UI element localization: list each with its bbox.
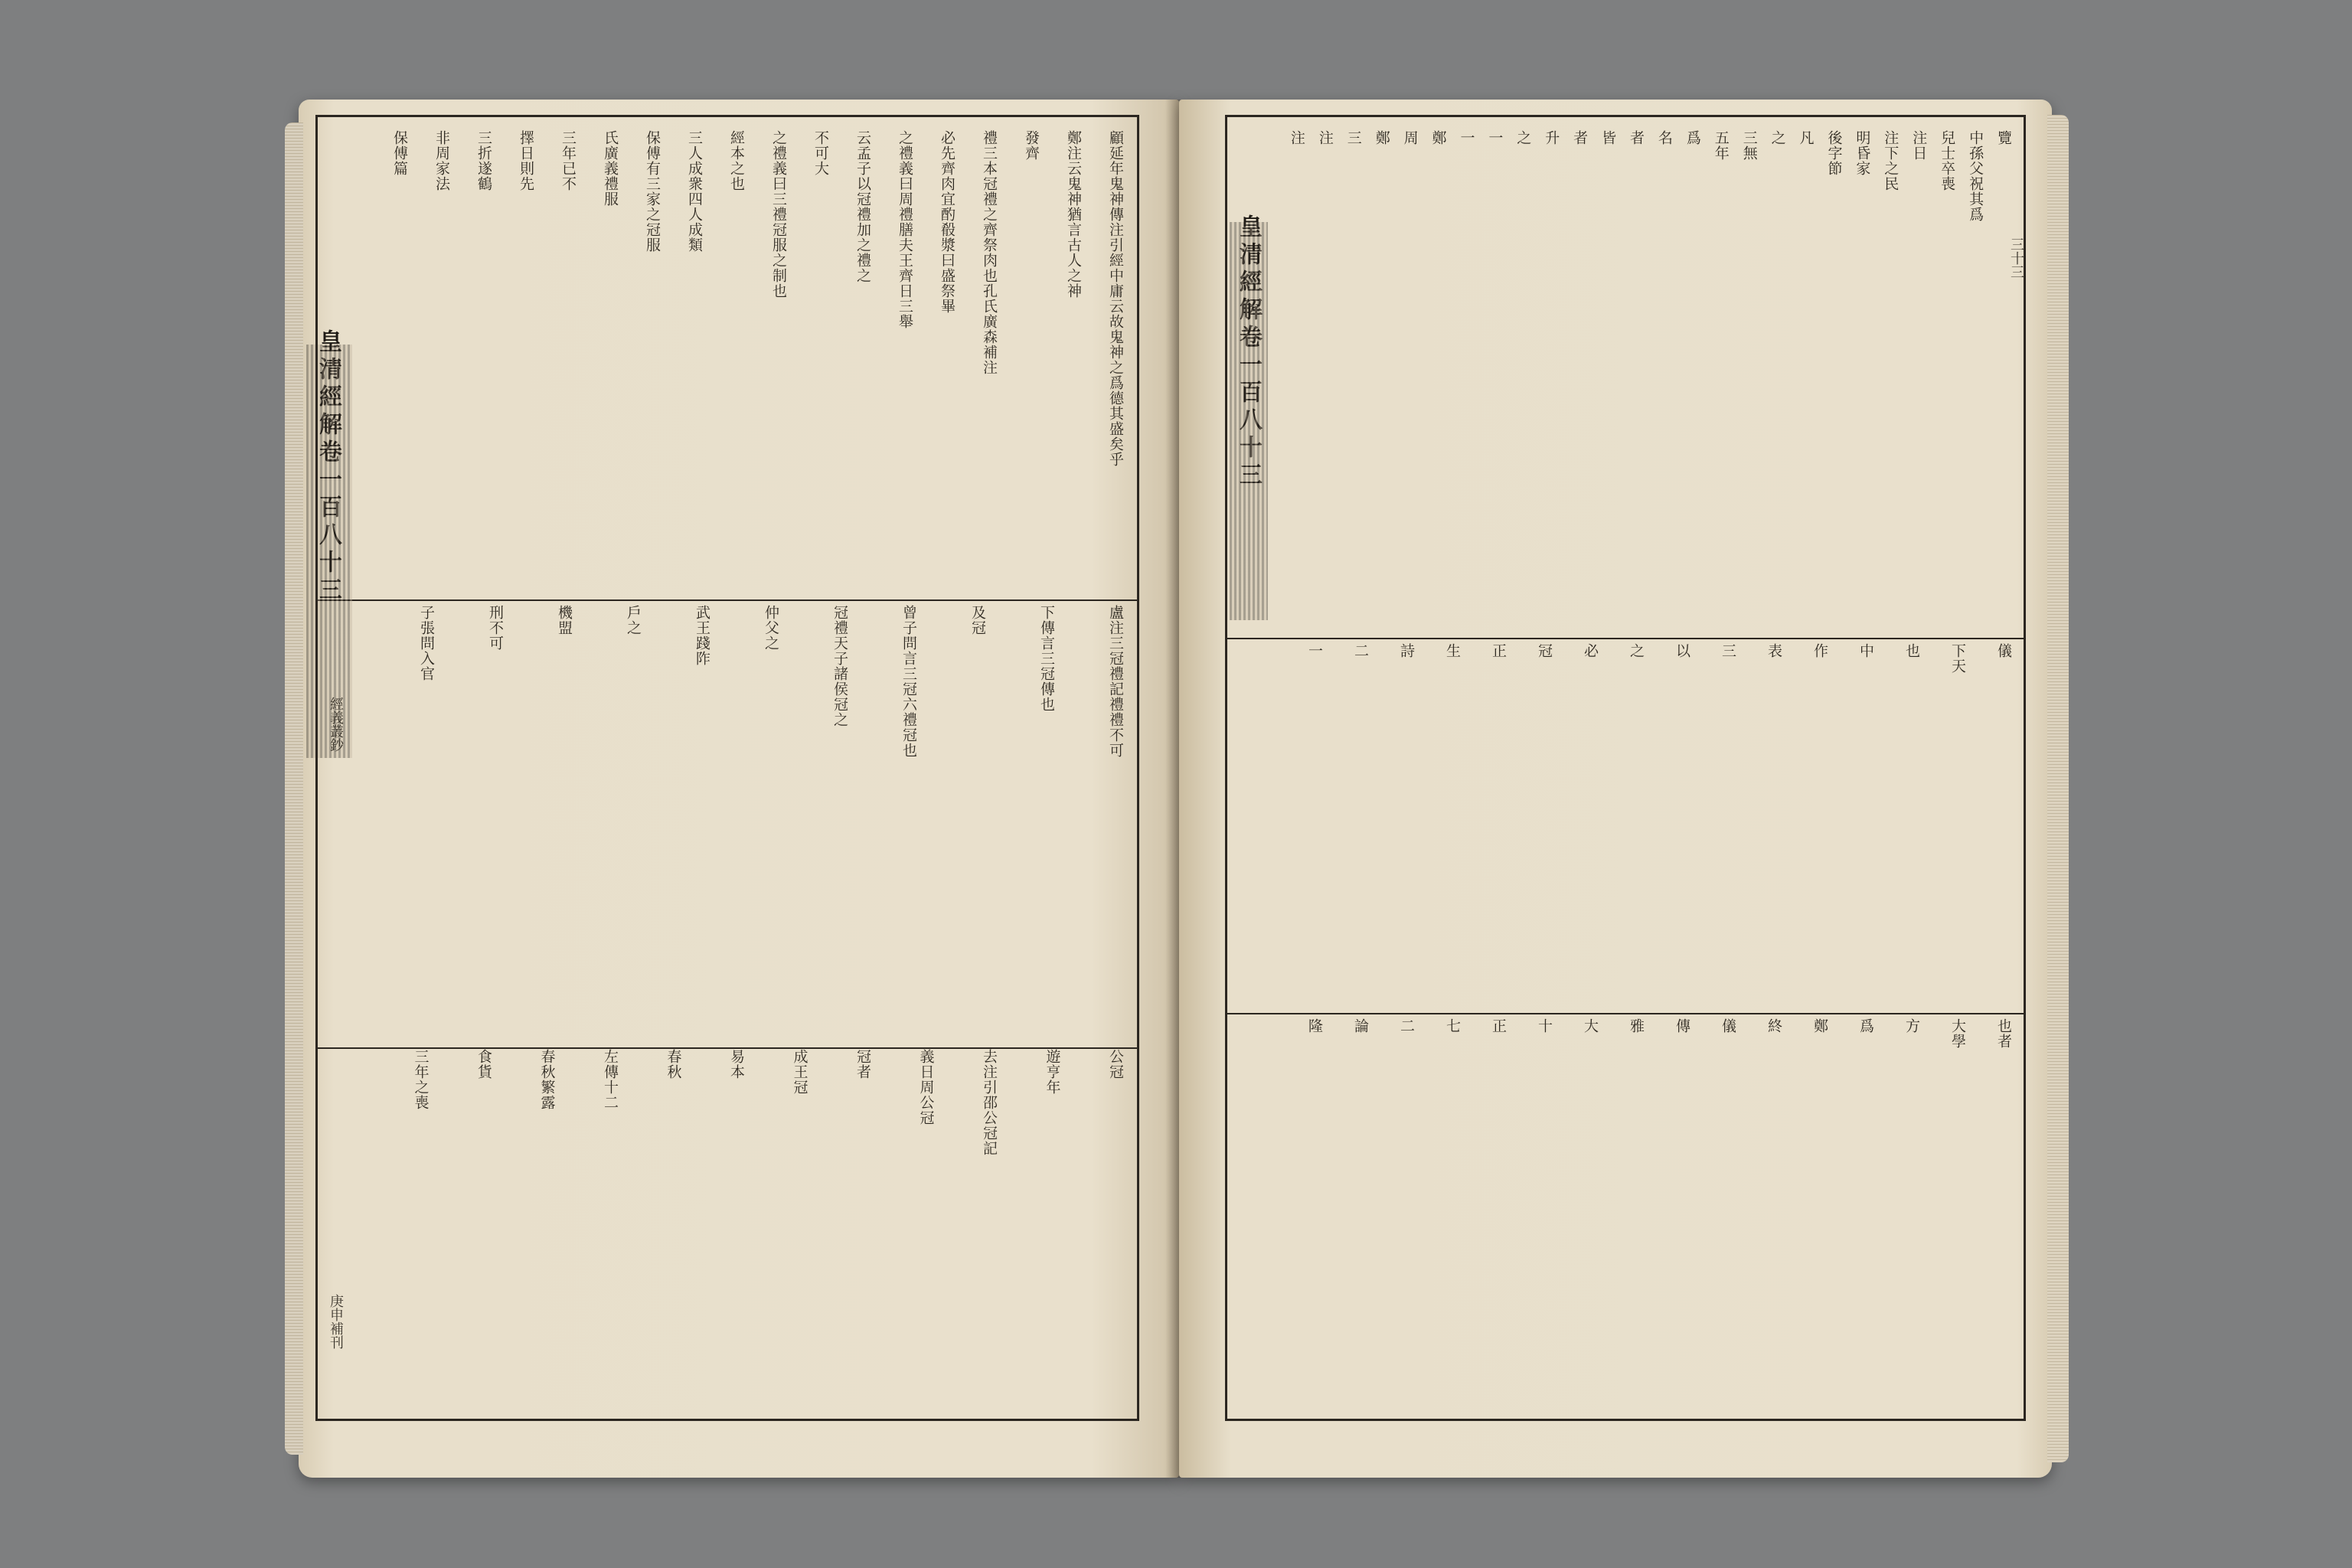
- text-column: 三無: [1740, 130, 1758, 161]
- text-column: 易本: [728, 1049, 745, 1080]
- right-band-middle: [1279, 643, 2014, 1003]
- open-book: [299, 100, 2052, 1501]
- text-column: 必先齊肉宜酌殽漿曰盛祭畢: [939, 130, 956, 314]
- text-column: 云孟子以冠禮加之禮之: [854, 130, 871, 283]
- text-column: 武王踐阼: [694, 605, 710, 666]
- text-column: 刑不可: [487, 605, 504, 651]
- text-column: 發齊: [1023, 130, 1040, 161]
- text-column: 正: [1490, 1018, 1507, 1034]
- left-page-side-mark: 庚申補刊: [328, 1294, 344, 1349]
- text-column: 之禮義曰周禮膳夫王齊日三舉: [897, 130, 913, 329]
- text-column: 也: [1903, 643, 1920, 658]
- right-band-divider-2: [1227, 1013, 2024, 1014]
- text-column: 大學: [1949, 1018, 1966, 1049]
- text-column: 鄭: [1811, 1018, 1828, 1034]
- text-column: 鄭: [1373, 130, 1390, 145]
- text-column: 遊亨年: [1044, 1049, 1061, 1095]
- text-column: 禮三本冠禮之齊祭肉也孔氏廣森補注: [981, 130, 998, 375]
- text-column: 皆: [1599, 130, 1617, 145]
- text-column: 擇日則先: [518, 130, 534, 191]
- text-column: 左傳十二: [602, 1049, 619, 1110]
- text-column: 也者: [1995, 1018, 2012, 1049]
- text-column: 曾子問言三冠六禮冠也: [900, 605, 917, 758]
- text-column: 傳: [1674, 1018, 1690, 1034]
- text-column: 一: [1458, 130, 1475, 145]
- right-band-top: [1279, 130, 2014, 628]
- left-page-edges: [285, 122, 303, 1455]
- text-column: 儀: [1995, 643, 2012, 658]
- text-column: 顧延年鬼神傳注引經中庸云故鬼神之爲德其盛矣乎: [1107, 130, 1124, 467]
- left-page: [299, 100, 1179, 1478]
- text-column: 雅: [1628, 1018, 1645, 1034]
- text-column: 公冠: [1107, 1049, 1124, 1080]
- text-column: 凡: [1797, 130, 1815, 145]
- text-column: 鄭: [1429, 130, 1447, 145]
- text-column: 中: [1857, 643, 1874, 658]
- left-page-header: 皇清經解卷一百八十三: [315, 329, 341, 605]
- text-column: 仲父之: [763, 605, 779, 651]
- text-column: 三年之喪: [412, 1049, 430, 1110]
- text-column: 冠: [1536, 643, 1553, 658]
- text-column: 注日: [1910, 130, 1928, 161]
- text-column: 之: [1514, 130, 1532, 145]
- text-column: 大: [1582, 1018, 1599, 1034]
- text-column: 爲: [1684, 130, 1701, 145]
- right-page-header: 皇清經解卷一百八十三: [1235, 214, 1262, 490]
- text-column: 子張問入官: [418, 605, 435, 681]
- text-column: 儀: [1720, 1018, 1736, 1034]
- text-column: 詩: [1398, 643, 1415, 658]
- text-column: 終: [1766, 1018, 1782, 1034]
- text-column: 之: [1628, 643, 1645, 658]
- text-column: 中孫父祝其爲: [1967, 130, 1984, 222]
- text-column: 生: [1444, 643, 1461, 658]
- text-column: 方: [1903, 1018, 1920, 1034]
- text-column: 經本之也: [728, 130, 745, 191]
- right-page: [1179, 100, 2052, 1478]
- text-column: 冠者: [854, 1049, 871, 1080]
- text-column: 下傳言三冠傳也: [1038, 605, 1055, 712]
- text-column: 者: [1571, 130, 1589, 145]
- text-column: 覽: [1994, 130, 2012, 145]
- text-column: 之: [1769, 130, 1786, 145]
- text-column: 義日周公冠: [917, 1049, 935, 1125]
- text-column: 爲: [1857, 1018, 1874, 1034]
- text-column: 保傅有三家之冠服: [644, 130, 661, 253]
- text-column: 鄭注云鬼神猶言古人之神: [1065, 130, 1082, 299]
- left-band-divider-1: [318, 599, 1137, 601]
- text-column: 注下之民: [1882, 130, 1900, 191]
- text-column: 機盟: [556, 605, 573, 635]
- text-column: 三: [1720, 643, 1736, 658]
- text-column: 二: [1398, 1018, 1415, 1034]
- text-column: 十: [1536, 1018, 1553, 1034]
- text-column: 必: [1582, 643, 1599, 658]
- text-column: 氏廣義禮服: [602, 130, 619, 207]
- text-column: 一: [1306, 643, 1323, 658]
- text-column: 後字節: [1825, 130, 1843, 176]
- text-column: 二: [1352, 643, 1369, 658]
- text-column: 三折遂鶴: [475, 130, 492, 191]
- text-column: 盧注三冠禮記禮禮不可: [1107, 605, 1124, 758]
- left-band-bottom: [368, 1049, 1125, 1401]
- text-column: 去注引邵公冠記: [981, 1049, 998, 1156]
- text-column: 正: [1490, 643, 1507, 658]
- text-column: 之禮義曰三禮冠服之制也: [770, 130, 787, 299]
- text-column: 表: [1766, 643, 1782, 658]
- text-column: 食貨: [475, 1049, 492, 1080]
- text-column: 作: [1811, 643, 1828, 658]
- text-column: 非周家法: [433, 130, 450, 191]
- text-column: 注: [1288, 130, 1305, 145]
- text-column: 以: [1674, 643, 1690, 658]
- text-column: 周: [1401, 130, 1419, 145]
- text-column: 注: [1316, 130, 1334, 145]
- text-column: 名: [1655, 130, 1673, 145]
- text-column: 一: [1486, 130, 1504, 145]
- text-column: 下天: [1949, 643, 1966, 674]
- text-column: 及冠: [969, 605, 986, 635]
- text-column: 論: [1352, 1018, 1369, 1034]
- text-column: 冠禮天子諸侯冠之: [831, 605, 848, 727]
- left-page-footer: 經義叢鈔: [328, 697, 344, 752]
- text-column: 隆: [1306, 1018, 1323, 1034]
- text-column: 升: [1543, 130, 1560, 145]
- text-column: 戶之: [625, 605, 642, 635]
- right-page-edges: [2047, 115, 2069, 1462]
- text-column: 七: [1444, 1018, 1461, 1034]
- right-header-texture: [1230, 222, 1268, 620]
- text-column: 成王冠: [791, 1049, 808, 1095]
- text-column: 者: [1627, 130, 1645, 145]
- text-column: 春秋: [665, 1049, 682, 1080]
- left-band-middle: [368, 605, 1125, 1018]
- right-band-divider-1: [1227, 638, 2024, 639]
- text-column: 春秋繁露: [538, 1049, 556, 1110]
- text-column: 三: [1344, 130, 1362, 145]
- right-page-side-mark: 三十三: [2008, 237, 2024, 279]
- right-band-bottom: [1279, 1018, 2014, 1401]
- text-column: 明昏家: [1854, 130, 1871, 176]
- text-column: 兒士卒喪: [1939, 130, 1956, 191]
- left-header-texture: [306, 345, 352, 758]
- text-column: 保傅篇: [391, 130, 408, 176]
- text-column: 五年: [1712, 130, 1730, 161]
- text-column: 不可大: [812, 130, 829, 176]
- text-column: 三人成衆四人成類: [686, 130, 703, 253]
- text-column: 三年已不: [560, 130, 577, 191]
- left-band-top: [368, 130, 1125, 590]
